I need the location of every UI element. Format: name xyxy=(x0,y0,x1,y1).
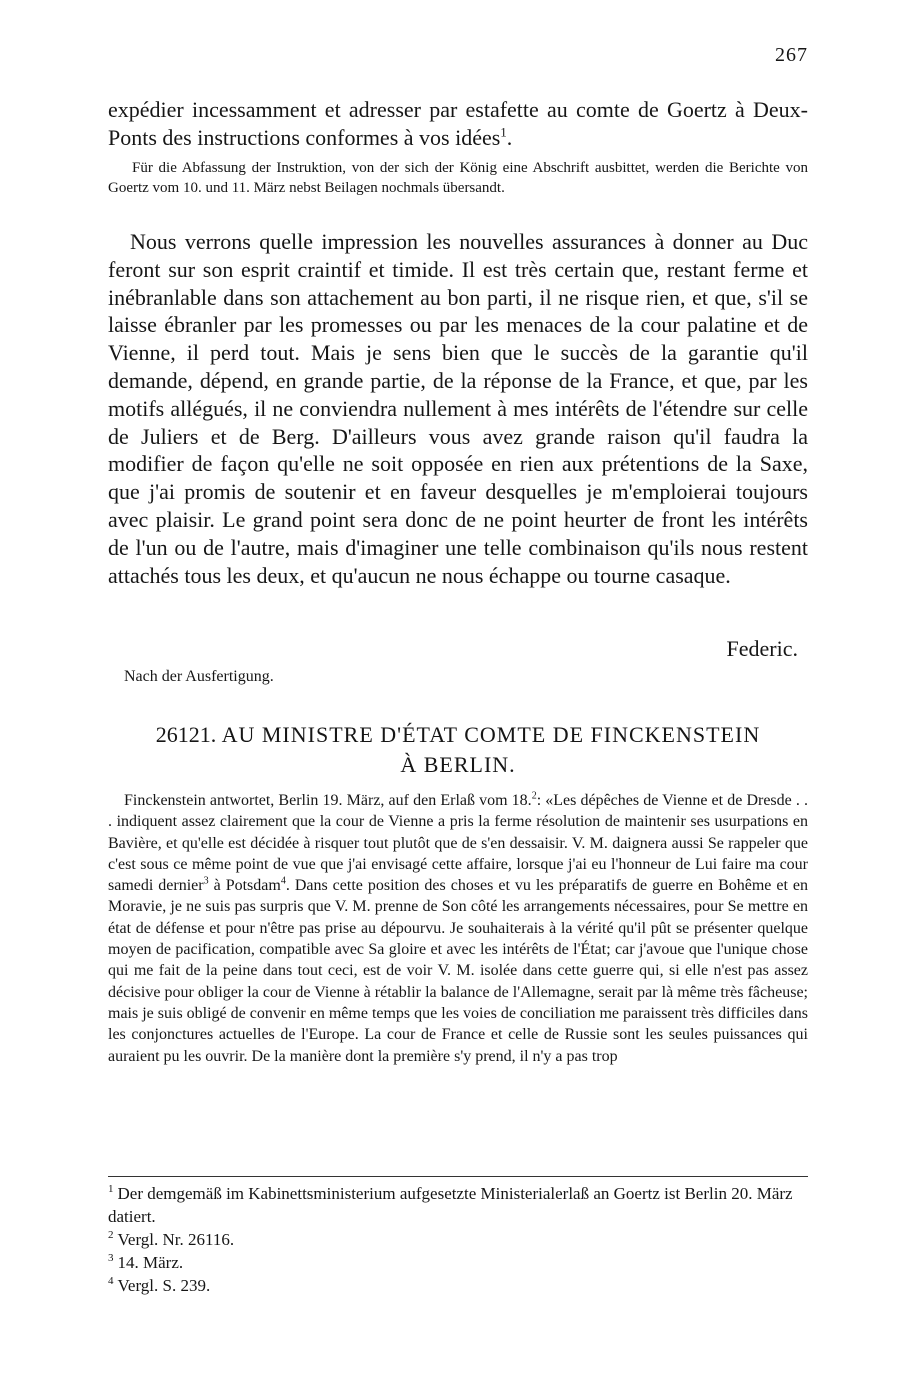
lead-paragraph xyxy=(108,96,808,152)
heading-line-2: À BERLIN. xyxy=(400,752,516,777)
footnote-mark: 3 xyxy=(108,1252,114,1265)
footnote xyxy=(108,1274,808,1297)
signature: Federic. xyxy=(726,636,798,661)
lead-text: expédier incessamment et adresser par estafette au comte de Goertz à Deux-Ponts des instructions conformes à vos idées xyxy=(108,97,808,150)
footnote xyxy=(108,1251,808,1274)
letter-heading xyxy=(108,720,808,780)
lead-end: . xyxy=(506,125,513,150)
letter-number: 26121. xyxy=(155,722,217,747)
footnote xyxy=(108,1182,808,1228)
footnote-mark: 4 xyxy=(108,1275,114,1288)
heading-line-1 xyxy=(108,720,808,750)
body-text: à Potsdam xyxy=(208,877,281,895)
source-note: Nach der Ausfertigung. xyxy=(124,668,274,685)
footnotes xyxy=(108,1182,808,1297)
letter-body xyxy=(108,790,808,1067)
footnote-ref: 1 xyxy=(500,124,507,140)
body-text: . Dans cette position des choses et vu les préparatifs de guerre en Bohême et en Moravie, je ne suis pas surpris que V. M. prenne de Son côté les arrangements nécessaires, pour Se mettre en état de défense et pour n'être pas prise au dépourvu. Je souhaiterais à la vérité qu'il pût se présenter quelque moyen de pacification, compatible avec Sa gloire et avec les intérêts de l'État; car j'avoue que l'unique chose qui me fait de la peine dans tout ceci, est de voir V. M. isolée dans cette guerre qui, si elle n'est pas assez décisive pour obliger la cour de Vienne à rétablir la balance de l'Allemagne, serait par là même très fâcheuse; mais je suis obligé de convenir en même temps que les voies de conciliation me paraissent très difficiles dans les conjonctures actuelles de l'Europe. La cour de France et celle de Russie sont les seules puissances qui auraient pu les ouvrir. De la manière dont la première s'y prend, il n'y a pas trop xyxy=(108,877,809,1065)
footnote-text: 14. März. xyxy=(117,1253,184,1272)
footnote xyxy=(108,1228,808,1251)
editorial-note: Für die Abfassung der Instruktion, von der sich der König eine Abschrift ausbittet, werden die Berichte von Goertz vom 10. und 11. März nebst Beilagen nochmals übersandt. xyxy=(108,160,808,196)
footnote-mark: 2 xyxy=(108,1229,114,1242)
footnote-text: Vergl. Nr. 26116. xyxy=(117,1230,235,1249)
body-text: Finckenstein antwortet, Berlin 19. März, auf den Erlaß vom 18. xyxy=(124,792,532,809)
heading-title: AU MINISTRE D'ÉTAT COMTE DE FINCKENSTEIN xyxy=(221,722,761,747)
footnote-mark: 1 xyxy=(108,1183,114,1196)
page-number: 267 xyxy=(775,44,808,66)
footnote-text: Vergl. S. 239. xyxy=(117,1276,211,1295)
footnote-ref: 2 xyxy=(531,790,537,802)
body-text: : «Les dépêches de Vienne et de Dresde . . . indiquent assez clairement que la cour de Vienne a pris la ferme résolution de maintenir ses usurpations en Bavière, et qu'elle est décidée à risquer tout plutôt que de s'en dessaisir. V. M. daignera aussi Se rappeler que c'est sous ce même point de vue que j'ai envisagé cette affaire, lorsque j'ai eu l'honneur de Lui faire ma cour samedi dernier xyxy=(108,792,808,895)
footnote-divider xyxy=(108,1176,808,1177)
main-paragraph: Nous verrons quelle impression les nouvelles assurances à donner au Duc feront sur son esprit craintif et timide. Il est très certain que, restant ferme et inébranlable dans son attachement au bon parti, il ne risque rien, et que, s'il se laisse ébranler par les promesses ou par les menaces de la cour palatine et de Vienne, il perd tout. Mais je sens bien que le succès de la garantie qu'il demande, dépend, en grande partie, de la réponse de la France, et que, par les motifs allégués, il ne conviendra nullement à mes intérêts de l'étendre sur celle de Juliers et de Berg. D'ailleurs vous avez grande raison qu'il faudra la modifier de façon qu'elle ne soit opposée en rien aux prétentions de la Saxe, que j'ai promis de soutenir et en faveur desquelles je m'emploierai toujours avec plaisir. Le grand point sera donc de ne point heurter de front les intérêts de l'un ou de l'autre, mais d'imaginer une telle combinaison qu'ils nous restent attachés tous les deux, et qu'aucun ne nous échappe ou tourne casaque. xyxy=(108,229,808,588)
footnote-ref: 4 xyxy=(280,875,286,887)
footnote-text: Der demgemäß im Kabinettsministerium aufgesetzte Ministerialerlaß an Goertz ist Berlin 20. März datiert. xyxy=(108,1184,793,1226)
footnote-ref: 3 xyxy=(203,875,209,887)
